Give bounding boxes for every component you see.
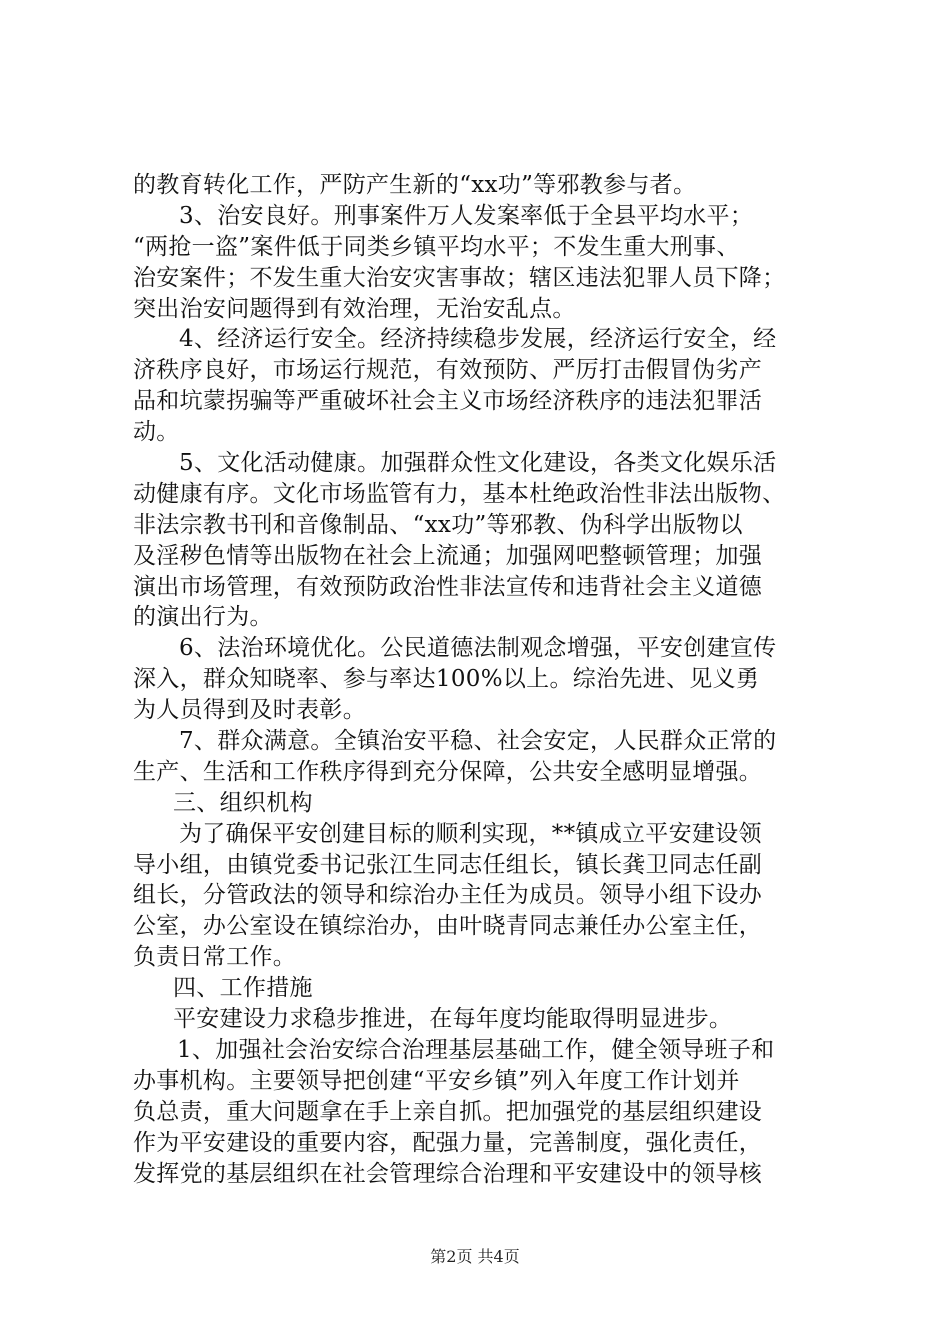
text-line: 动。 <box>133 419 180 446</box>
text-line: 为了确保平安创建目标的顺利实现，**镇成立平安建设领 <box>179 820 762 847</box>
text-line: 生产、生活和工作秩序得到充分保障，公共安全感明显增强。 <box>133 758 763 785</box>
page-number-footer: 第2页 共4页 <box>430 1247 520 1266</box>
text-line: 演出市场管理，有效预防政治性非法宣传和违背社会主义道德 <box>133 573 763 600</box>
text-line: 动健康有序。文化市场监管有力，基本杜绝政治性非法出版物、 <box>133 480 786 507</box>
section-heading: 三、组织机构 <box>173 789 313 816</box>
text-line: 作为平安建设的重要内容，配强力量，完善制度，强化责任， <box>133 1129 763 1156</box>
text-line: 办事机构。主要领导把创建“平安乡镇”列入年度工作计划并 <box>133 1067 740 1094</box>
text-line: 1、加强社会治安综合治理基层基础工作，健全领导班子和 <box>177 1036 775 1063</box>
text-line: 深入，群众知晓率、参与率达100%以上。综治先进、见义勇 <box>133 666 760 693</box>
text-line: 及淫秽色情等出版物在社会上流通；加强网吧整顿管理；加强 <box>133 542 763 569</box>
text-line: 公室，办公室设在镇综治办，由叶晓青同志兼任办公室主任， <box>133 913 763 940</box>
text-line: 治安案件；不发生重大治安灾害事故；辖区违法犯罪人员下降； <box>133 264 786 291</box>
text-line: 5、文化活动健康。加强群众性文化建设，各类文化娱乐活 <box>179 450 777 477</box>
text-line: 品和坑蒙拐骗等严重破坏社会主义市场经济秩序的违法犯罪活 <box>133 388 763 415</box>
section-heading: 四、工作措施 <box>173 975 313 1002</box>
text-line: 7、群众满意。全镇治安平稳、社会安定，人民群众正常的 <box>179 728 777 755</box>
text-line: “两抢一盗”案件低于同类乡镇平均水平；不发生重大刑事、 <box>133 233 740 260</box>
text-line: 为人员得到及时表彰。 <box>133 697 366 724</box>
text-line: 负总责，重大问题拿在手上亲自抓。把加强党的基层组织建设 <box>133 1098 763 1125</box>
document-body <box>133 170 833 1189</box>
text-line: 3、治安良好。刑事案件万人发案率低于全县平均水平； <box>179 202 754 229</box>
text-line: 突出治安问题得到有效治理，无治安乱点。 <box>133 295 576 322</box>
text-line: 济秩序良好，市场运行规范，有效预防、严厉打击假冒伪劣产 <box>133 357 763 384</box>
text-line: 4、经济运行安全。经济持续稳步发展，经济运行安全，经 <box>179 326 777 353</box>
text-line: 负责日常工作。 <box>133 944 297 971</box>
text-line: 非法宗教书刊和音像制品、“xx功”等邪教、伪科学出版物以 <box>133 511 743 538</box>
text-line: 的演出行为。 <box>133 604 273 631</box>
text-line: 组长，分管政法的领导和综治办主任为成员。领导小组下设办 <box>133 882 763 909</box>
text-line: 导小组，由镇党委书记张江生同志任组长，镇长龚卫同志任副 <box>133 851 763 878</box>
text-line: 发挥党的基层组织在社会管理综合治理和平安建设中的领导核 <box>133 1160 763 1187</box>
text-line: 的教育转化工作，严防产生新的“xx功”等邪教参与者。 <box>133 172 697 198</box>
text-line: 6、法治环境优化。公民道德法制观念增强，平安创建宣传 <box>179 635 777 662</box>
text-line: 平安建设力求稳步推进，在每年度均能取得明显进步。 <box>173 1006 733 1033</box>
